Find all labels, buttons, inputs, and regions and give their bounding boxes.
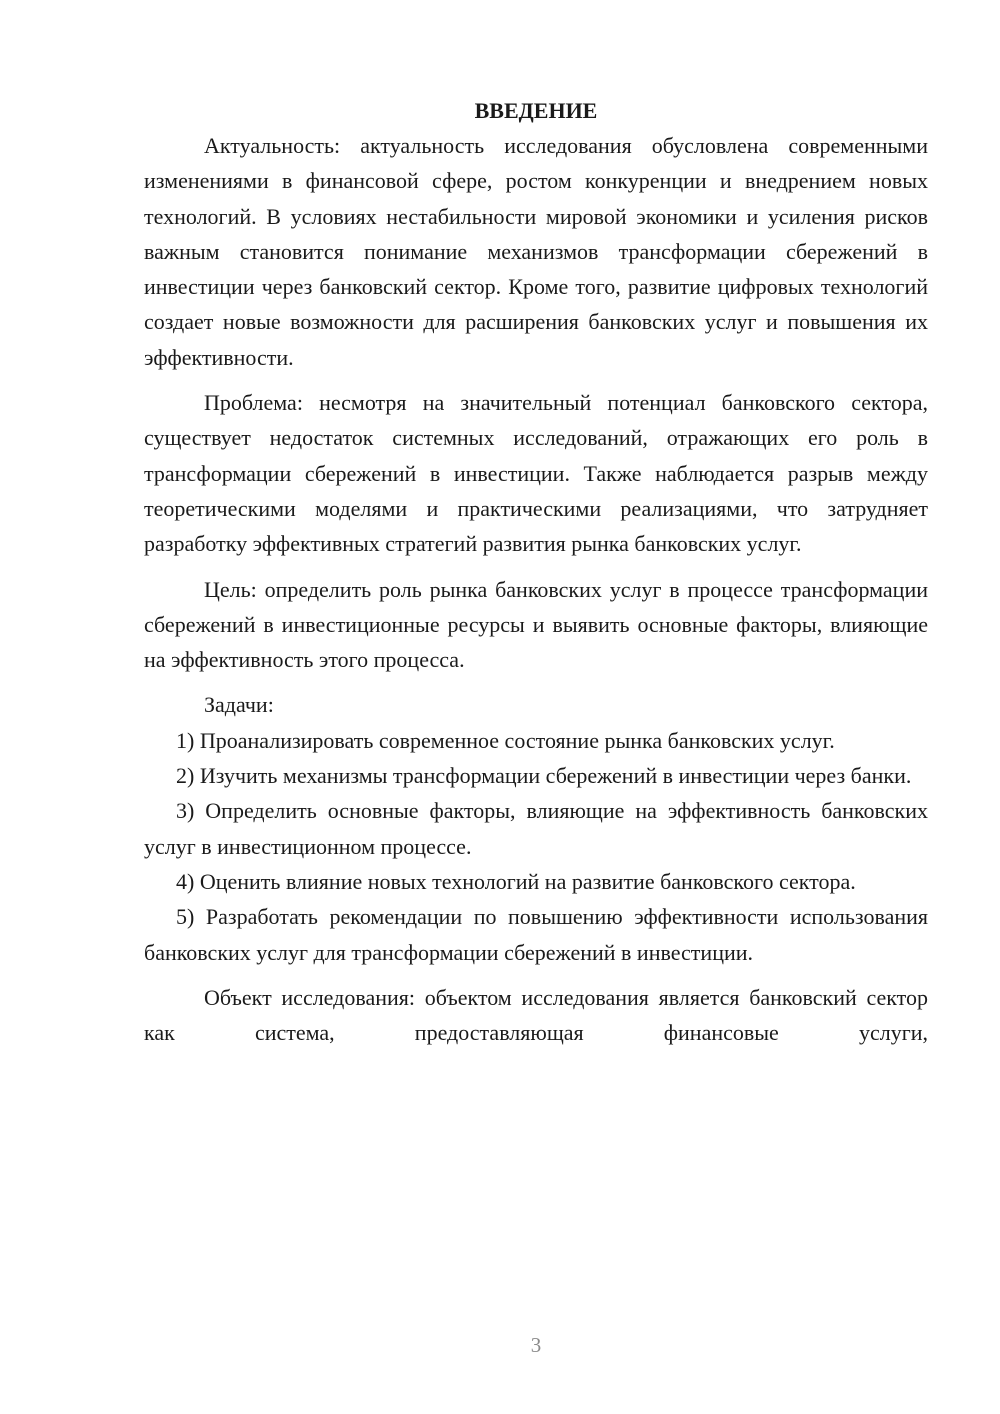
task-item-4: 4) Оценить влияние новых технологий на развитие банковского сектора. <box>176 868 856 894</box>
page-number: 3 <box>530 1333 542 1357</box>
task-item-3: 3) Определить основные факторы, влияющие на эффективность банковских услуг в инвестиционном процессе. <box>144 798 928 859</box>
section-heading: ВВЕДЕНИЕ <box>474 98 598 123</box>
paragraph-goal: Цель: определить роль рынка банковских услуг в процессе трансформации сбережений в инвестиционные ресурсы и выявить основные факторы, влияющие на эффективность этого процесса. <box>144 576 928 673</box>
task-item-2: 2) Изучить механизмы трансформации сбережений в инвестиции через банки. <box>176 763 912 789</box>
paragraph-problem: Проблема: несмотря на значительный потенциал банковского сектора, существует недостаток системных исследований, отражающих его роль в трансформации сбережений в инвестиции. Также наблюдается разрыв между теоретическими моделями и практическими реализациями, что затрудняет разработку эффективных стратегий развития рынка банковских услуг. <box>144 390 928 557</box>
paragraph-relevance: Актуальность: актуальность исследования обусловлена современными изменениями в финансовой сфере, ростом конкуренции и внедрением новых технологий. В условиях нестабильности мировой экономики и усиления рисков важным становится понимание механизмов трансформации сбережений в инвестиции через банковский сектор. Кроме того, развитие цифровых технологий создает новые возможности для расширения банковских услуг и повышения их эффективности. <box>144 133 928 370</box>
tasks-label: Задачи: <box>204 692 274 718</box>
task-item-5: 5) Разработать рекомендации по повышению эффективности использования банковских услуг для трансформации сбережений в инвестиции. <box>144 904 928 965</box>
paragraph-object: Объект исследования: объектом исследования является банковский сектор как система, предоставляющая финансовые услуги, <box>144 984 928 1046</box>
task-item-1: 1) Проанализировать современное состояние рынка банковских услуг. <box>176 727 835 753</box>
page-content <box>144 93 928 1050</box>
